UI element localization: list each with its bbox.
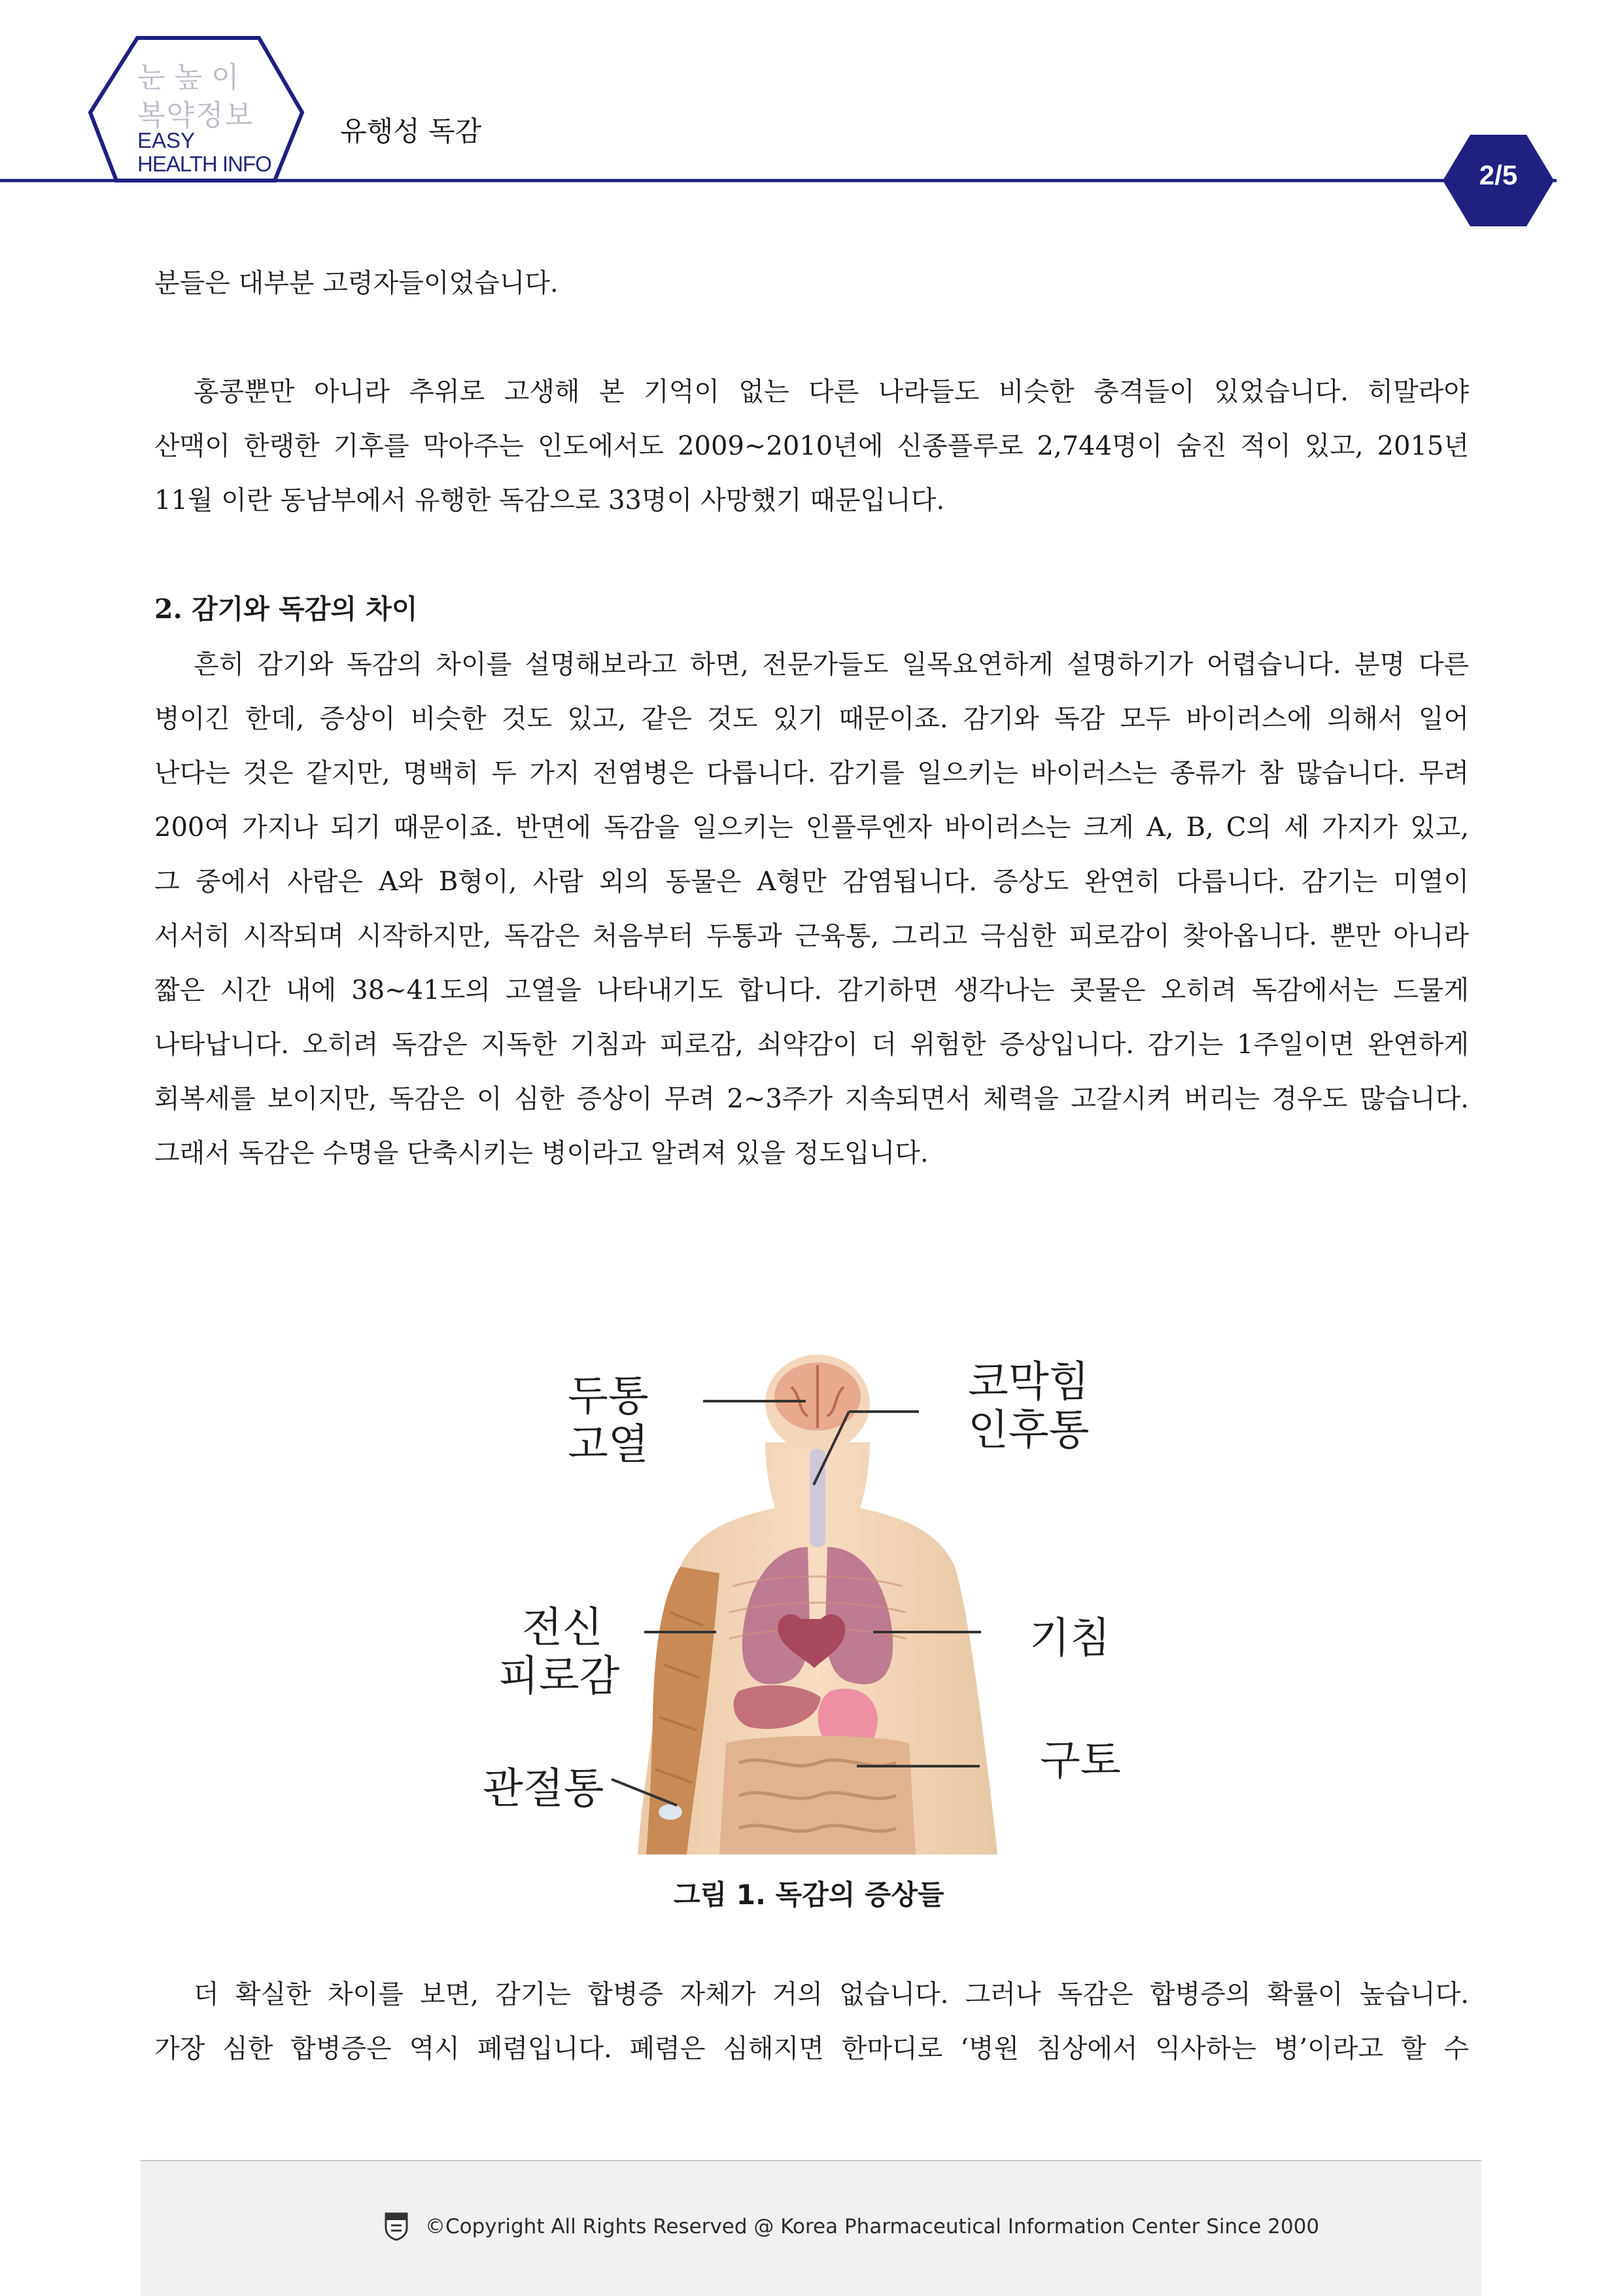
text-line: 그 중에서 사람은 A와 B형이, 사람 외의 동물은 A형만 감염됩니다. 증상도 완연히 다릅니다. 감기는 미열이 — [154, 867, 1469, 897]
text-line: 병이긴 한데, 증상이 비슷한 것도 있고, 같은 것도 있기 때문이죠. 감기와 독감 모두 바이러스에 의해서 일어 — [154, 704, 1469, 734]
page-number: 2/5 — [1479, 160, 1518, 190]
label-nasal-congestion: 코막힘 — [968, 1358, 1090, 1406]
paragraph-1 — [154, 256, 1469, 311]
text-line: 서서히 시작되며 시작하지만, 독감은 처음부터 두통과 근육통, 그리고 극심한 피로감이 찾아옵니다. 뿐만 아니라 — [154, 921, 1469, 951]
text-line: 나타납니다. 오히려 독감은 지독한 기침과 피로감, 쇠약감이 더 위험한 증상입니다. 감기는 1주일이면 완연하게 — [154, 1030, 1469, 1060]
label-cough: 기침 — [1029, 1614, 1111, 1663]
copyright-text: ©Copyright All Rights Reserved @ Korea Pharmaceutical Information Center Since 2000 — [425, 2215, 1320, 2238]
shield-logo-icon — [383, 2211, 409, 2241]
text-line: 분들은 대부분 고령자들이었습니다. — [154, 268, 559, 298]
figure-leader-lines — [0, 1348, 1622, 1858]
text-line: 더 확실한 차이를 보면, 감기는 합병증 자체가 거의 없습니다. 그러나 독감은 합병증의 확률이 높습니다. — [194, 1979, 1469, 2009]
label-headache: 두통 — [568, 1372, 649, 1421]
text-line: 난다는 것은 같지만, 명백히 두 가지 전염병은 다릅니다. 감기를 일으키는 바이러스는 종류가 참 많습니다. 무려 — [154, 758, 1469, 788]
text-line: 가장 심한 합병증은 역시 폐렴입니다. 폐렴은 심해지면 한마디로 ‘병원 침상에서 익사하는 병’이라고 할 수 — [154, 2034, 1469, 2064]
logo-text-line2: 복약정보 — [137, 99, 254, 132]
text-line: 회복세를 보이지만, 독감은 이 심한 증상이 무려 2~3주가 지속되면서 체력을 고갈시켜 버리는 경우도 많습니다. — [154, 1084, 1469, 1114]
figure-caption: 그림 1. 독감의 증상들 — [674, 1879, 944, 1911]
label-vomiting: 구토 — [1040, 1737, 1121, 1785]
text-line: 그래서 독감은 수명을 단축시키는 병이라고 알려져 있을 정도입니다. — [154, 1138, 929, 1168]
label-fatigue-line2: 피로감 — [498, 1652, 620, 1701]
label-fever: 고열 — [568, 1421, 649, 1469]
paragraph-3 — [154, 638, 1469, 1181]
logo-text-line4: HEALTH INFO — [137, 152, 271, 176]
label-joint-pain: 관절통 — [483, 1765, 604, 1813]
text-line: 흔히 감기와 독감의 차이를 설명해보라고 하면, 전문가들도 일목요연하게 설명하기가 어렵습니다. 분명 다른 — [194, 650, 1469, 680]
logo-text-line3: EASY — [137, 128, 196, 152]
logo-text-line1: 눈높이 — [137, 61, 249, 94]
text-line: 홍콩뿐만 아니라 추위로 고생해 본 기억이 없는 다른 나라들도 비슷한 충격들이 있었습니다. 히말라야 — [194, 377, 1469, 407]
text-line: 11월 이란 동남부에서 유행한 독감으로 33명이 사망했기 때문입니다. — [154, 485, 945, 515]
label-fatigue-line1: 전신 — [522, 1604, 603, 1652]
text-line: 짧은 시간 내에 38~41도의 고열을 나타내기도 합니다. 감기하면 생각나는 콧물은 오히려 독감에서는 드물게 — [154, 975, 1469, 1005]
document-title: 유행성 독감 — [340, 115, 482, 147]
section-heading: 2. 감기와 독감의 차이 — [154, 593, 418, 625]
label-sore-throat: 인후통 — [968, 1406, 1090, 1455]
paragraph-4 — [154, 1968, 1469, 2076]
text-line: 200여 가지나 되기 때문이죠. 반면에 독감을 일으키는 인플루엔자 바이러스는 크게 A, B, C의 세 가지가 있고, — [154, 812, 1469, 843]
paragraph-2 — [154, 365, 1469, 528]
text-line: 산맥이 한랭한 기후를 막아주는 인도에서도 2009~2010년에 신종플루로 2,744명이 숨진 적이 있고, 2015년 — [154, 431, 1469, 461]
